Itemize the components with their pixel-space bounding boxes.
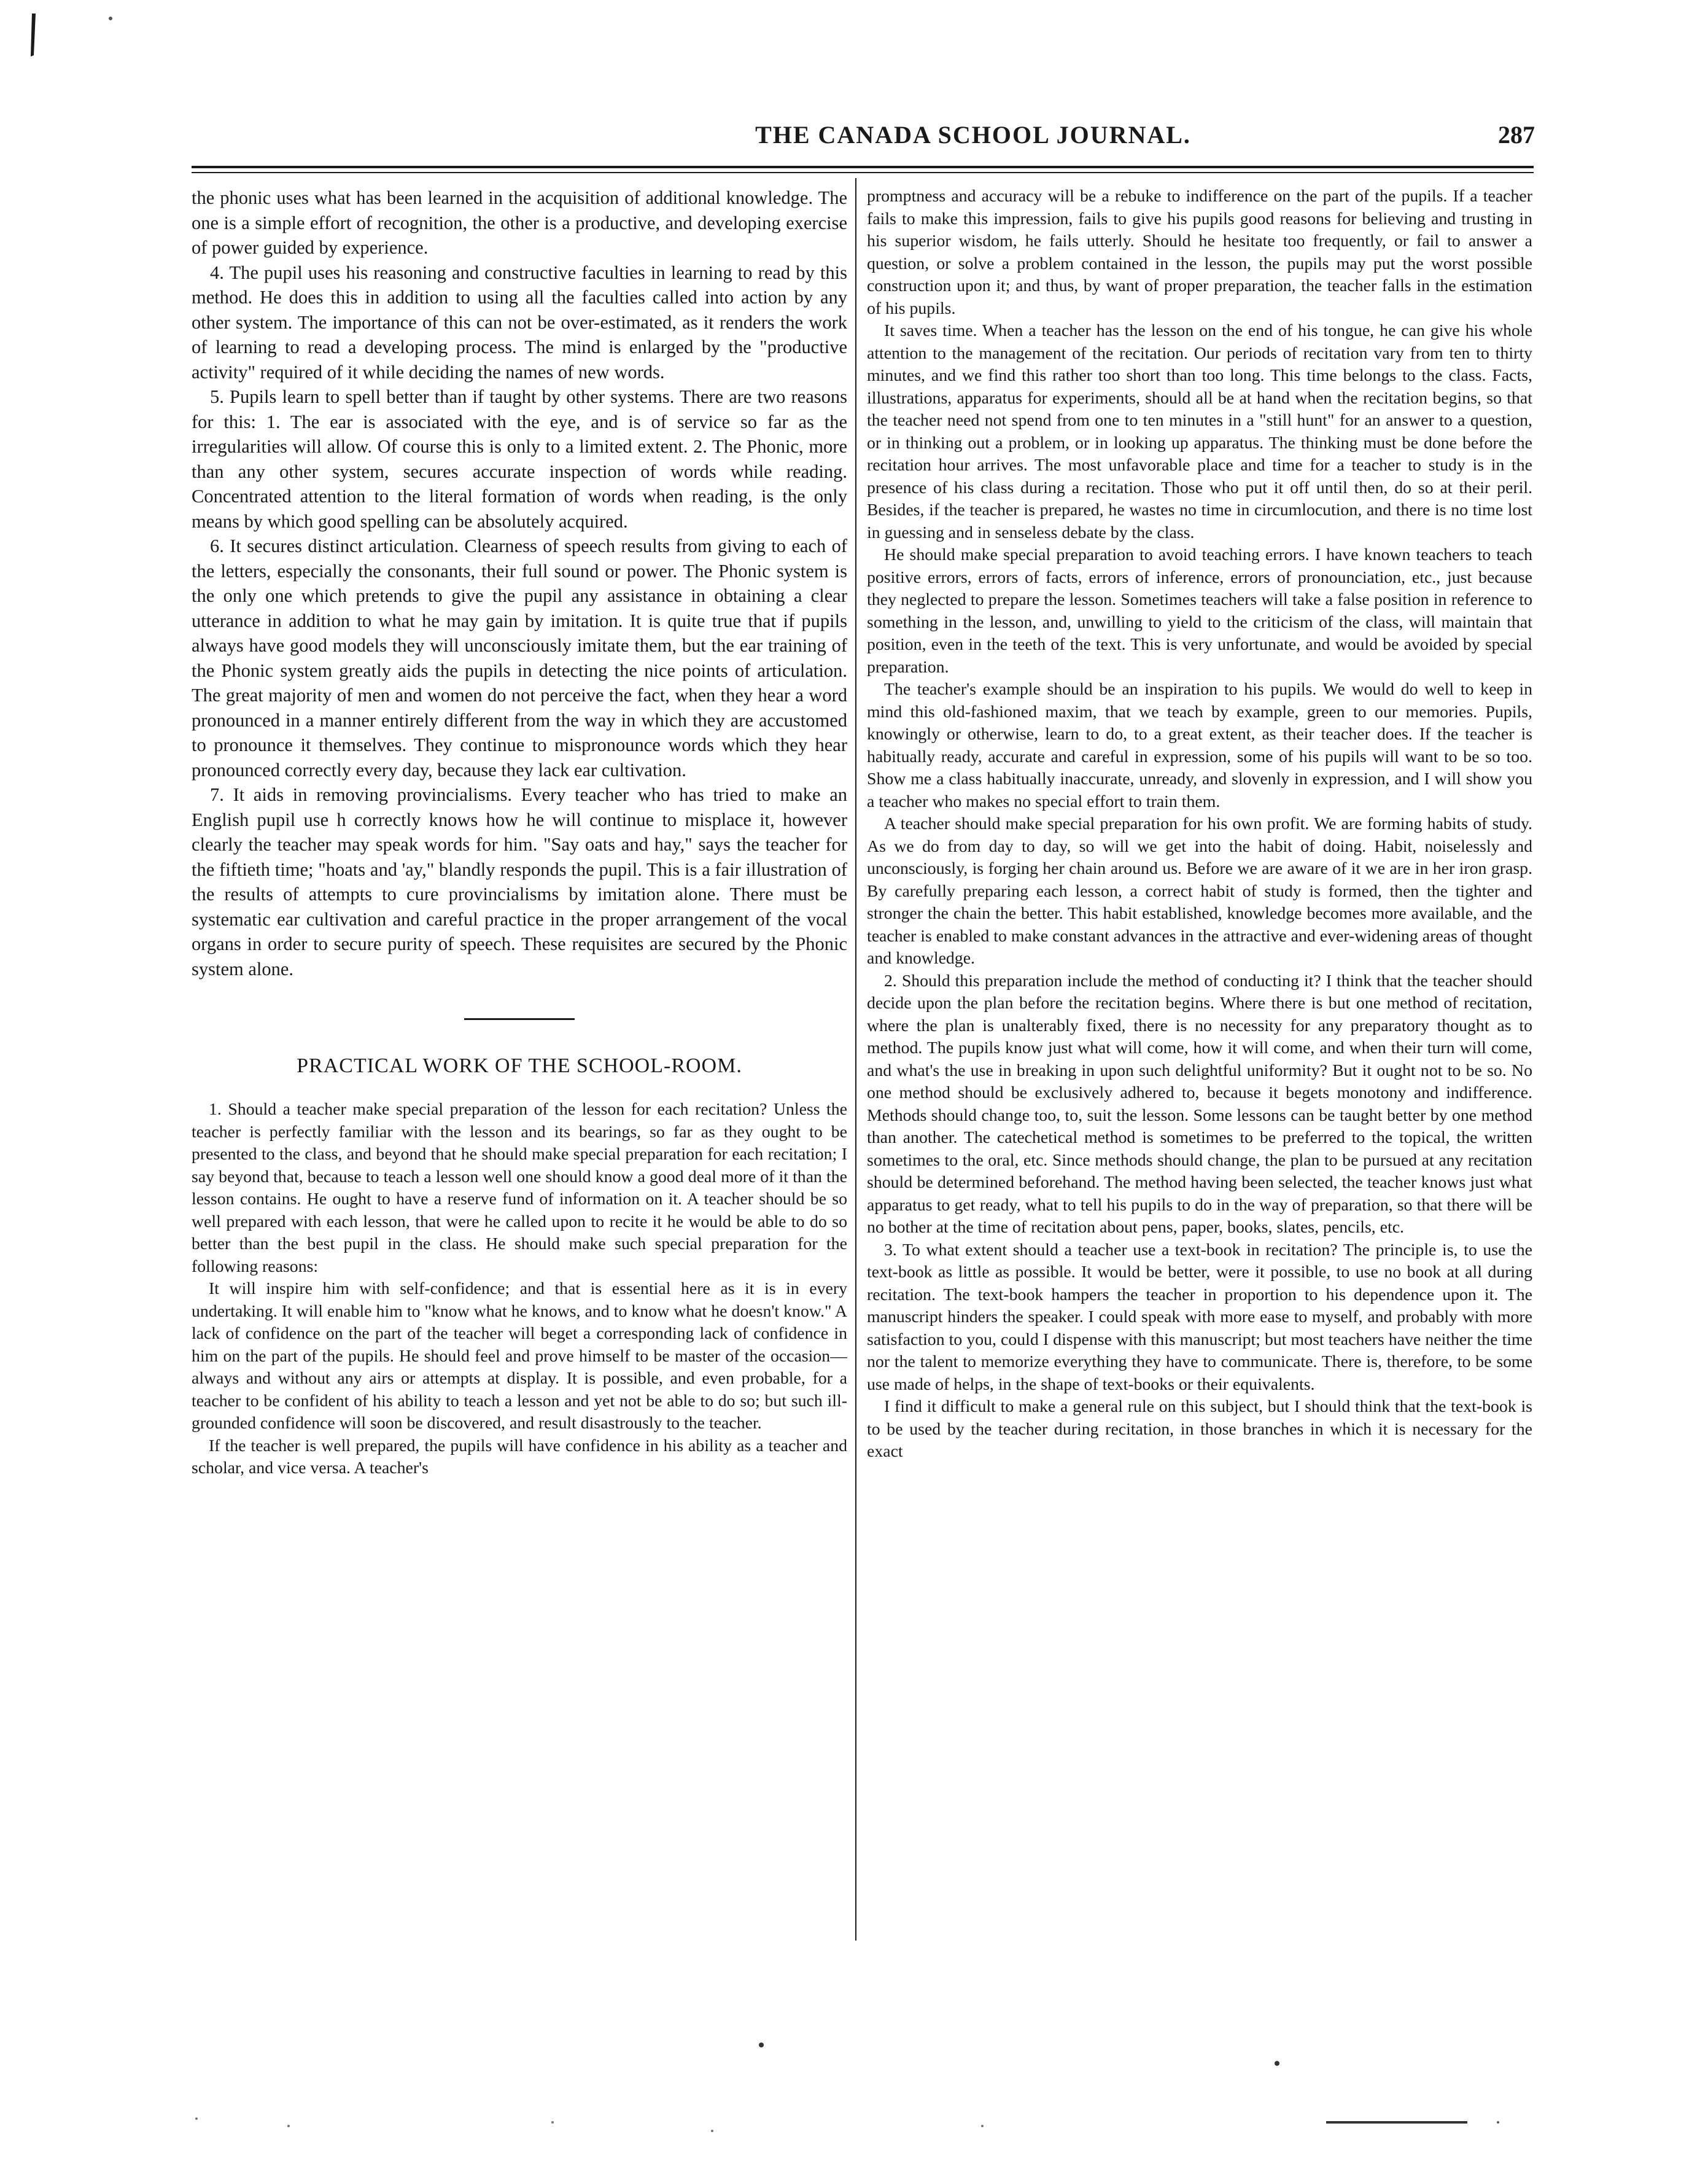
left-column (192, 185, 847, 1942)
paragraph: 4. The pupil uses his reasoning and constructive faculties in learning to read by this method. He does this in addition to using all the faculties called into action by any other system. The importance of this can not be over-estimated, as it renders the work of learning to read a developing process. The mind is enlarged by the "productive activity" required of it while deciding the names of new words. (192, 262, 847, 383)
paragraph: 5. Pupils learn to spell better than if taught by other systems. There are two reasons for this: 1. The ear is associated with the eye, and is of service so far as the irregularities will allow. Of course this is only to a limited extent. 2. The Phonic, more than any other system, secures accurate inspection of words while reading. Concentrated attention to the literal formation of words when reading, is the only means by which good spelling can be absolutely acquired. (192, 386, 847, 532)
header-rule-thin (192, 172, 1534, 173)
page-number: 287 (1498, 121, 1535, 149)
header-rule-thick (192, 166, 1534, 168)
paragraph: A teacher should make special preparation for his own profit. We are forming habits of study. As we do from day to day, so will we get into the habit of doing. Habit, noiselessly and unconsciously, is forging her chain around us. Before we are aware of it we are in her iron grasp. By carefully preparing each lesson, a correct habit of study is formed, then the tighter and stronger the chain the better. This habit established, knowledge becomes more available, and the teacher is enabled to make constant advances in the attractive and ever-widening areas of thought and knowledge. (867, 814, 1532, 968)
paragraph: It will inspire him with self-confidence; and that is essential here as it is in every undertaking. It will enable him to "know what he knows, and to know what he doesn't know." A lack of confidence on the part of the teacher will beget a corresponding lack of confidence in him on the part of the pupils. He should feel and prove himself to be master of the occasion—always and without any airs or attempts at display. It is possible, and even probable, for a teacher to be confident of his ability to teach a lesson and yet not be able to do so; but such ill-grounded confidence will soon be discovered, and result disastrously to the teacher. (192, 1279, 847, 1433)
paragraph: It saves time. When a teacher has the lesson on the end of his tongue, he can give his whole attention to the management of the recitation. Our periods of recitation vary from ten to thirty minutes, and we find this rather too short than too long. This time belongs to the class. Facts, illustrations, apparatus for experiments, should all be at hand when the recitation begins, so that the teacher need not spend from one to ten minutes in a "still hunt" for an answer to a question, or in thinking out a problem, or in looking up apparatus. The thinking must be done before the recitation hour arrives. The most unfavorable place and time for a teacher to study is in the presence of his class during a recitation. Those who put it off until then, do so at their peril. Besides, if the teacher is prepared, he wastes no time in circumlocution, and there is no time lost in guessing and in senseless debate by the class. (867, 321, 1532, 542)
paragraph: 3. To what extent should a teacher use a text-book in recitation? The principle is, to use the text-book as little as possible. It would be better, were it possible, to use no book at all during recitation. The text-book hampers the teacher in proportion to his dependence upon it. The manuscript hinders the speaker. I could speak with more ease to myself, and probably with more satisfaction to you, could I dispense with this manuscript; but most teachers have neither the time nor the talent to memorize everything they have to communicate. There is, therefore, to be some use made of helps, in the shape of text-books or their equivalents. (867, 1240, 1532, 1394)
section-divider (464, 1018, 575, 1020)
paragraph: He should make special preparation to avoid teaching errors. I have known teachers to teach positive errors, errors of facts, errors of inference, errors of pronounciation, etc., just because they neglected to prepare the lesson. Sometimes teachers will take a false position in reference to something in the lesson, and, unwilling to yield to the criticism of the class, will maintain that position, even in the teeth of the text. This is very unfortunate, and would be avoided by special preparation. (867, 545, 1532, 677)
paragraph: 7. It aids in removing provincialisms. Every teacher who has tried to make an English pupil use h correctly knows how he will continue to misplace it, however clearly the teacher may speak words for him. "Say oats and hay," says the teacher for the fiftieth time; "hoats and 'ay," blandly responds the pupil. This is a fair illustration of the results of attempts to cure provincialisms by imitation alone. There must be systematic ear cultivation and careful practice in the proper arrangement of the vocal organs in order to secure purity of speech. These requisites are secured by the Phonic system alone. (192, 784, 847, 979)
paragraph: promptness and accuracy will be a rebuke to indifference on the part of the pupils. If a teacher fails to make this impression, fails to give his pupils good reasons for believing and trusting in his superior wisdom, he fails utterly. Should he hesitate too frequently, or fail to answer a question, or solve a problem contained in the lesson, the pupils may put the worst possible construction upon it; and thus, by want of proper preparation, the teacher falls in the estimation of his pupils. (867, 187, 1532, 318)
column-divider (855, 178, 856, 1941)
section-heading: PRACTICAL WORK OF THE SCHOOL-ROOM. (297, 1054, 742, 1077)
paragraph: The teacher's example should be an inspiration to his pupils. We would do well to keep in mind this old-fashioned maxim, that we teach by example, green to our memories. Pupils, knowingly or otherwise, learn to do, to a great extent, as their teacher does. If the teacher is habitually ready, accurate and careful in expression, some of his pupils will want to be so too. Show me a class habitually inaccurate, unready, and slovenly in expression, and I will show you a teacher who makes no special effort to train them. (867, 680, 1532, 811)
paragraph: the phonic uses what has been learned in the acquisition of additional knowledge. The one is a simple effort of recognition, the other is a productive, and developing exercise of power guided by experience. (192, 187, 847, 258)
journal-title: THE CANADA SCHOOL JOURNAL. (755, 121, 1191, 149)
paragraph: I find it difficult to make a general rule on this subject, but I should think that the text-book is to be used by the teacher during recitation, in those branches in which it is necessary for the exact (867, 1397, 1532, 1461)
paragraph: 2. Should this preparation include the method of conducting it? I think that the teacher should decide upon the plan before the recitation begins. Where there is but one method of recitation, where the plan is unalterably fixed, there is no necessity for any preparatory thought as to method. The pupils know just what will come, how it will come, and when their turn will come, and what's the use in breaking in upon such delightful uniformity? But it ought not to be so. No one method should be exclusively adhered to, because it begets monotony and indifference. Methods should change too, to, suit the lesson. Some lessons can be taught better by one method than another. The catechetical method is sometimes to be preferred to the topical, the written sometimes to the oral, etc. Since methods should change, the plan to be pursued at any recitation should be determined beforehand. The method having been selected, the teacher knows just what apparatus to get ready, what to tell his pupils to do in the way of preparation, so that there will be no bother at the time of recitation about pens, paper, books, slates, pencils, etc. (867, 971, 1532, 1237)
paragraph: If the teacher is well prepared, the pupils will have confidence in his ability as a teacher and scholar, and vice versa. A teacher's (192, 1436, 847, 1478)
paragraph: 6. It secures distinct articulation. Clearness of speech results from giving to each of the letters, especially the consonants, their full sound or power. The Phonic system is the only one which pretends to give the pupil any assistance in obtaining a clear utterance in addition to what he may gain by imitation. It is quite true that if pupils always have good models they will unconsciously imitate them, but the ear training of the Phonic system greatly aids the pupils in detecting the nice points of articulation. The great majority of men and women do not perceive the fact, when they hear a word pronounced in a manner entirely different from the way in which they are accustomed to pronounce it themselves. They continue to mispronounce words which they hear pronounced correctly every day, because they lack ear cultivation. (192, 535, 847, 781)
paragraph: 1. Should a teacher make special preparation of the lesson for each recitation? Unless the teacher is perfectly familiar with the lesson and its bearings, so far as they ought to be presented to the class, and beyond that he should make special preparation for each recitation; I say beyond that, because to teach a lesson well one should know a good deal more of it than the lesson contains. He ought to have a reserve fund of information on it. A teacher should be so well prepared with each lesson, that were he called upon to recite it he would be able to do so better than the best pupil in the class. He should make such special preparation for the following reasons: (192, 1100, 847, 1276)
running-head (190, 120, 1535, 152)
right-column (867, 185, 1532, 1942)
